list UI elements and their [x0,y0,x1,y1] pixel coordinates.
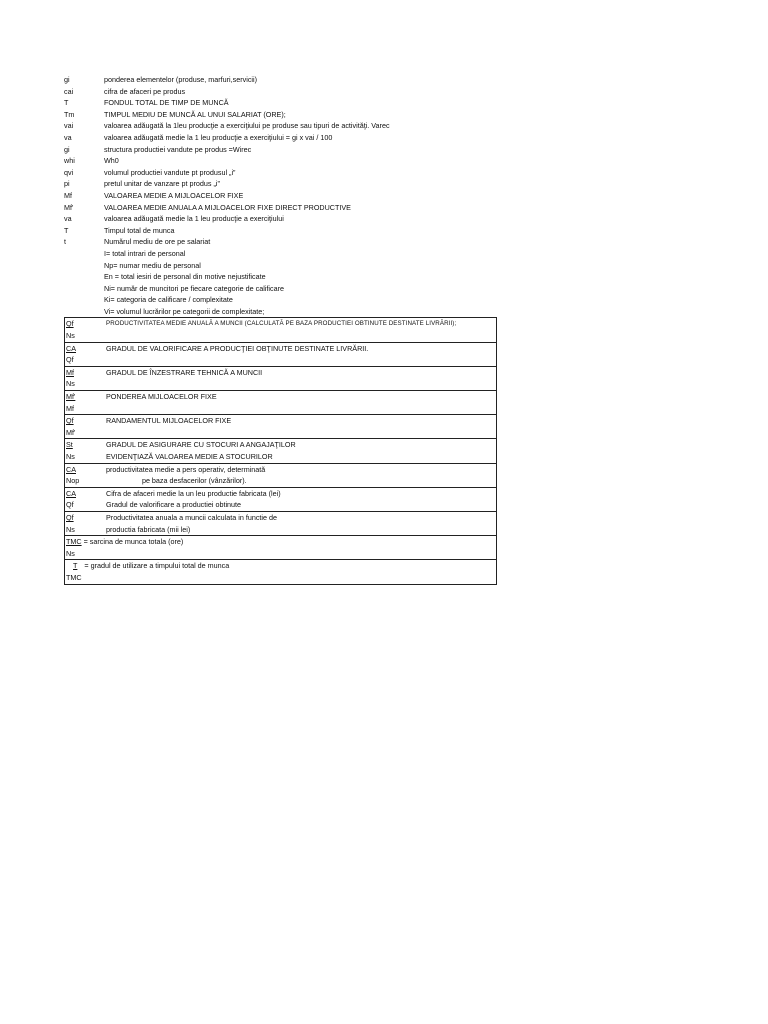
definition-row [64,120,497,132]
definitions-list [64,74,497,317]
description-cell: RANDAMENTUL MIJLOACELOR FIXE [106,416,232,426]
description-cell: Ni= număr de muncitori pe fiecare categorie de calificare [104,283,284,293]
description-cell: Wh0 [104,156,119,166]
definition-row [64,294,497,306]
definition-row [64,167,497,179]
description-cell: Cifra de afaceri medie la un leu productie fabricata (lei) [106,488,281,498]
ratio-denominator-row [65,499,496,511]
ratio-denominator-row [65,548,496,560]
symbol-cell: Tm [64,109,75,119]
description-cell [106,378,496,390]
ratio-denominator-row [65,451,496,463]
symbol-cell: Ns [66,379,75,389]
ratio-box [64,390,497,414]
ratio-denominator-row [65,378,496,390]
ratio-numerator-row [65,439,496,451]
ratio-numerator-row [65,464,496,476]
definition-row [64,213,497,225]
symbol-cell [64,306,104,318]
definition-row [64,248,497,260]
symbol-cell: Mf [66,367,74,377]
definition-row [64,202,497,214]
symbol-cell: vai [64,121,74,131]
symbol-cell: TMC [66,572,82,582]
symbol-cell: Qf [66,500,74,510]
definition-row [64,260,497,272]
symbol-cell [64,260,104,272]
ratio-box [64,342,497,366]
description-cell: Np= numar mediu de personal [104,260,201,270]
ratio-numerator-row [65,415,496,427]
symbol-cell: Mf [64,190,72,200]
symbol-cell: qvi [64,167,74,177]
description-cell: I= total intrari de personal [104,248,186,258]
definition-row [64,86,497,98]
definition-row [64,306,497,318]
description-cell [106,354,496,366]
definition-row [64,190,497,202]
definition-row [64,178,497,190]
symbol-cell: Mf' [66,427,76,437]
ratios-table [64,317,497,584]
description-cell: volumul productiei vandute pt produsul „i” [104,167,236,177]
definition-row [64,155,497,167]
definition-row [64,97,497,109]
symbol-cell: St [66,440,73,450]
ratio-numerator-row [65,488,496,500]
description-cell: pretul unitar de vanzare pt produs „i” [104,179,220,189]
symbol-cell: Ns [66,452,75,461]
description-cell: valoarea adăugată medie la 1 leu producţie a exerciţiului = gi x vai / 100 [104,132,333,142]
description-cell [106,572,496,584]
ratio-box [64,317,497,341]
description-cell: VALOAREA MEDIE A MIJLOACELOR FIXE [104,190,244,200]
symbol-cell: Qf [66,416,74,426]
symbol-cell: cai [64,86,74,96]
symbol-cell [64,294,104,306]
definition-row [64,144,497,156]
ratio-denominator-row [65,427,496,439]
description-cell: PONDEREA MIJLOACELOR FIXE [106,392,217,402]
definition-row [64,225,497,237]
ratio-numerator-row [65,536,496,548]
symbol-cell: TMC [66,537,82,547]
ratio-denominator-row [65,354,496,366]
ratio-denominator-row [65,524,496,536]
symbol-cell: T [64,98,69,108]
symbol-cell: Ns [66,331,75,341]
symbol-cell: va [64,214,72,224]
symbol-cell: T [64,225,69,235]
symbol-cell: whi [64,156,75,166]
symbol-cell: gi [64,144,70,154]
symbol-cell: Mf [66,403,74,413]
symbol-cell: gi [64,75,70,84]
description-cell: = gradul de utilizare a timpului total de munca [84,561,230,571]
ratio-denominator-row [65,403,496,415]
symbol-cell: Nop [66,476,80,486]
ratio-box [64,414,497,438]
description-cell: pe baza desfacerilor (vânzărilor). [106,476,247,486]
ratio-box [64,511,497,535]
description-cell: Timpul total de munca [104,225,175,235]
symbol-cell: Qf [66,512,74,522]
ratio-numerator-row [65,560,496,572]
symbol-cell: Ns [66,524,75,534]
ratio-numerator-row [65,318,496,330]
description-cell: GRADUL DE ÎNZESTRARE TEHNICĂ A MUNCII [106,367,263,377]
ratio-numerator-row [65,512,496,524]
description-cell: GRADUL DE VALORIFICARE A PRODUCŢIEI OBŢINUTE DESTINATE LIVRĂRII. [106,343,369,353]
description-cell: valoarea adăugată medie la 1 leu producţie a exerciţiului [104,214,284,224]
description-cell: PRODUCTIVITATEA MEDIE ANUALĂ A MUNCII (CALCULATĂ PE BAZA PRODUCTIEI OBTINUTE DESTINATE LIVRĂRII); [106,320,457,328]
symbol-cell [64,283,104,295]
ratio-denominator-row [65,475,496,487]
spreadsheet-sheet [64,74,497,585]
ratio-denominator-row [65,330,496,342]
definition-row [64,271,497,283]
symbol-cell: pi [64,179,70,189]
ratio-box [64,366,497,390]
ratio-numerator-row [65,343,496,355]
description-cell [106,403,496,415]
description-cell: VALOAREA MEDIE ANUALA A MIJLOACELOR FIXE DIRECT PRODUCTIVE [104,202,351,212]
definition-row [64,74,497,86]
ratio-box [64,487,497,511]
ratio-denominator-row [65,572,496,584]
ratio-box [64,463,497,487]
description-cell: Gradul de valorificare a productiei obtinute [106,500,242,510]
symbol-cell: Mf' [66,392,76,402]
definition-row [64,132,497,144]
description-cell: productia fabricata (mii lei) [106,524,191,534]
definition-row [64,236,497,248]
ratio-numerator-row [65,367,496,379]
description-cell: ponderea elementelor (produse, marfuri,servicii) [104,75,258,84]
symbol-cell: T [73,561,78,571]
description-cell: En = total iesiri de personal din motive nejustificate [104,272,266,282]
symbol-cell: Mf' [64,202,74,212]
symbol-cell: CA [66,488,76,498]
definition-row [64,109,497,121]
description-cell: FONDUL TOTAL DE TIMP DE MUNCĂ [104,98,229,108]
description-cell: EVIDENŢIAZĂ VALOAREA MEDIE A STOCURILOR [106,452,273,461]
description-cell: GRADUL DE ASIGURARE CU STOCURI A ANGAJAŢILOR [106,440,296,450]
ratio-box [64,559,497,584]
symbol-cell: Ns [66,548,75,558]
ratio-numerator-row [65,391,496,403]
description-cell: Ki= categoria de calificare / complexitate [104,295,233,305]
definition-row [64,283,497,295]
description-cell: structura productiei vandute pe produs =Wirec [104,144,252,154]
symbol-cell: t [64,237,66,247]
description-cell: TIMPUL MEDIU DE MUNCĂ AL UNUI SALARIAT (ORE); [104,109,286,119]
description-cell: Numărul mediu de ore pe salariat [104,237,211,247]
description-cell [106,330,496,342]
description-cell [106,548,496,560]
description-cell: valoarea adăugată la 1leu producţie a exerciţiului pe produse sau tipuri de activităţi. Varec [104,121,390,131]
symbol-cell [64,248,104,260]
description-cell: Productivitatea anuala a muncii calculata in functie de [106,512,278,522]
symbol-cell: CA [66,343,76,353]
ratio-box [64,535,497,559]
ratio-box [64,438,497,462]
description-cell: Vi= volumul lucrărilor pe categorii de complexitate; [104,306,265,316]
description-cell: productivitatea medie a pers operativ, determinată [106,464,266,474]
symbol-cell [64,271,104,283]
description-cell: cifra de afaceri pe produs [104,86,186,96]
symbol-cell: Qf [66,355,74,365]
description-cell: = sarcina de munca totala (ore) [83,537,184,547]
symbol-cell: Qf [66,319,74,329]
symbol-cell: CA [66,464,76,474]
description-cell [106,427,496,439]
symbol-cell: va [64,132,72,142]
